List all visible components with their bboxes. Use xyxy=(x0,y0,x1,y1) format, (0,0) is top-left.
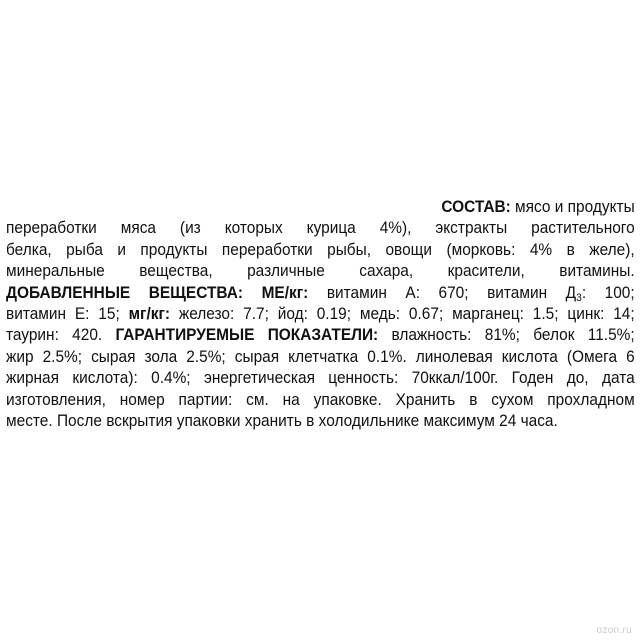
storage-line-2: месте. После вскрытия упаковки хранить в холодильнике максимум 24 часа. xyxy=(6,410,558,430)
additives-text-2a: витамин Е: 15; xyxy=(6,303,129,323)
composition-heading: СОСТАВ: xyxy=(441,197,511,216)
composition-line-2: переработки мяса (из которых курица 4%), экстракты растительного xyxy=(6,218,635,238)
guaranteed-line-1 xyxy=(6,324,635,345)
additives-heading: ДОБАВЛЕННЫЕ ВЕЩЕСТВА: МЕ/кг: xyxy=(6,282,309,302)
storage-line-1: изготовления, номер партии: см. на упаковке. Хранить в сухом прохладном xyxy=(6,389,635,409)
additives-line-2 xyxy=(6,303,635,324)
ozon-watermark: ozon.ru xyxy=(596,625,632,636)
composition-text-1: мясо и продукты xyxy=(510,197,635,216)
composition-line-3: белка, рыба и продукты переработки рыбы, овощи (морковь: 4% в желе), xyxy=(6,239,635,259)
vitamin-d-subscript: 3 xyxy=(576,291,582,304)
additives-text-1: витамин А: 670; витамин Д xyxy=(308,282,577,302)
taurine-text: таурин: 420. xyxy=(6,325,116,345)
guaranteed-line-2: жир 2.5%; сырая зола 2.5%; сырая клетчатка 0.1%. линолевая кислота (Омега 6 xyxy=(6,346,635,366)
additives-line-1 xyxy=(6,282,635,303)
product-composition-text xyxy=(6,196,635,431)
composition-line-4: минеральные вещества, различные сахара, красители, витамины. xyxy=(6,261,635,281)
guaranteed-text-1: влажность: 81%; белок 11.5%; xyxy=(378,325,635,345)
guaranteed-line-3: жирная кислота): 0.4%; энергетическая ценность: 70ккал/100г. Годен до, дата xyxy=(6,368,635,388)
additives-text-1-tail: : 100; xyxy=(581,282,635,302)
composition-line-1 xyxy=(6,196,635,217)
mg-per-kg-heading: мг/кг: xyxy=(128,303,171,323)
guaranteed-heading: ГАРАНТИРУЕМЫЕ ПОКАЗАТЕЛИ: xyxy=(115,325,379,345)
additives-text-2b: железо: 7.7; йод: 0.19; медь: 0.67; марганец: 1.5; цинк: 14; xyxy=(170,303,635,323)
